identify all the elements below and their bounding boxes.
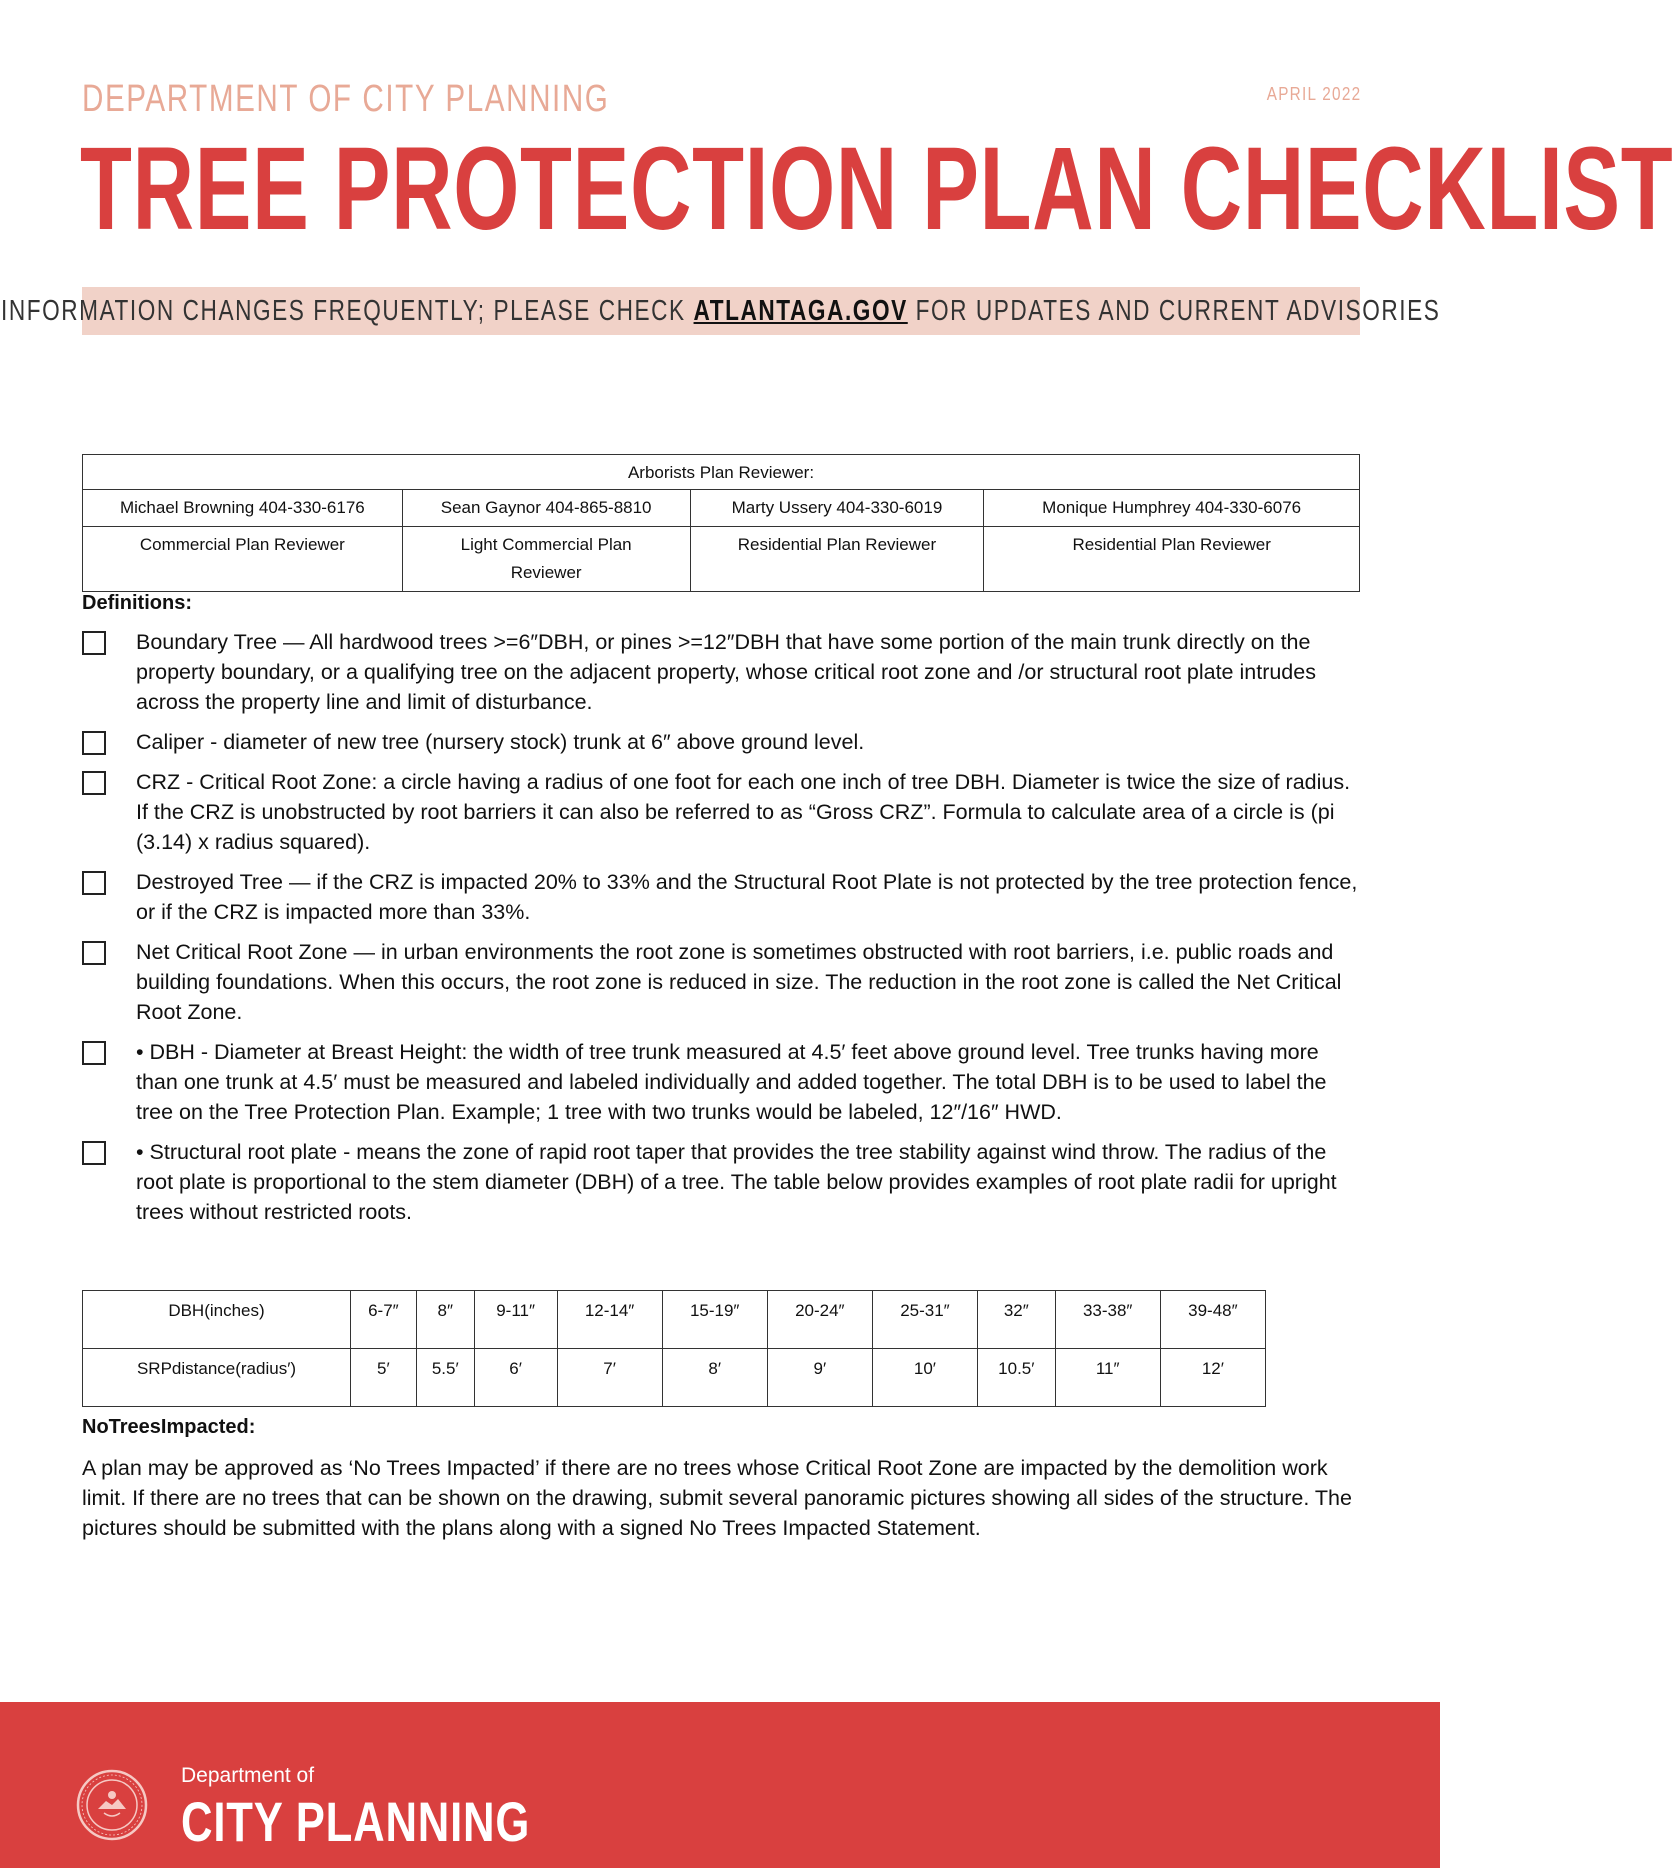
srp-cell: 5.5′: [416, 1349, 474, 1407]
advisory-banner: [1, 287, 1441, 335]
srp-cell: 6′: [474, 1349, 557, 1407]
checkbox[interactable]: [82, 941, 106, 965]
definition-item: [82, 767, 1362, 857]
definition-text: Destroyed Tree — if the CRZ is impacted 20% to 33% and the Structural Root Plate is not protected by the tree protection fence, or if the CRZ is impacted more than 33%.: [136, 870, 1358, 924]
dbh-cell: 39-48″: [1160, 1291, 1265, 1349]
definition-text: CRZ - Critical Root Zone: a circle having a radius of one foot for each one inch of tree DBH. Diameter is twice the size of radius. If the CRZ is unobstructed by root barriers it can also be referred to as “Gross CRZ”. Formula to calculate area of a circle is (pi (3.14) x radius squared).: [136, 770, 1351, 854]
reviewer-name: Sean Gaynor 404-865-8810: [402, 490, 690, 527]
atlantaga-link[interactable]: ATLANTAGA.GOV: [693, 294, 909, 327]
checkbox[interactable]: [82, 871, 106, 895]
dbh-cell: 32″: [978, 1291, 1056, 1349]
definitions-list: [82, 627, 1362, 1237]
reviewer-name: Monique Humphrey 404-330-6076: [984, 490, 1360, 527]
reviewer-role: Light Commercial Plan Reviewer: [402, 527, 690, 592]
footer: [0, 1702, 1440, 1868]
srp-cell: 7′: [557, 1349, 662, 1407]
page-title: TREE PROTECTION PLAN CHECKLIST: [80, 123, 1673, 255]
srp-cell: 10′: [872, 1349, 977, 1407]
reviewers-table: [82, 454, 1360, 592]
srp-cell: 11″: [1055, 1349, 1160, 1407]
checkbox[interactable]: [82, 771, 106, 795]
reviewer-role: Residential Plan Reviewer: [690, 527, 984, 592]
checkbox[interactable]: [82, 731, 106, 755]
definitions-heading: Definitions:: [82, 592, 192, 614]
definition-item: [82, 1037, 1362, 1127]
checkbox[interactable]: [82, 1141, 106, 1165]
dbh-cell: 25-31″: [872, 1291, 977, 1349]
banner-text-before: INFORMATION CHANGES FREQUENTLY; PLEASE CHECK: [1, 294, 694, 327]
dbh-cell: 33-38″: [1055, 1291, 1160, 1349]
definition-text: Boundary Tree — All hardwood trees >=6″DBH, or pines >=12″DBH that have some portion of the main trunk directly on the property boundary, or a qualifying tree on the adjacent property, whose critical root zone and /or structural root plate intrudes across the property line and limit of disturbance.: [136, 630, 1316, 714]
srp-cell: 12′: [1160, 1349, 1265, 1407]
definition-item: [82, 937, 1362, 1027]
definition-item: [82, 727, 1362, 757]
reviewer-role: Commercial Plan Reviewer: [83, 527, 403, 592]
definition-text: • Structural root plate - means the zone of rapid root taper that provides the tree stability against wind throw. The radius of the root plate is proportional to the stem diameter (DBH) of a tree. The table below provides examples of root plate radii for upright trees without restricted roots.: [136, 1140, 1337, 1224]
table-row-label: SRPdistance(radius′): [83, 1349, 351, 1407]
dbh-cell: 6-7″: [351, 1291, 417, 1349]
dbh-cell: 20-24″: [767, 1291, 872, 1349]
footer-department-of: Department of: [181, 1764, 315, 1787]
srp-cell: 5′: [351, 1349, 417, 1407]
footer-city-planning: CITY PLANNING: [181, 1790, 531, 1853]
checkbox[interactable]: [82, 1041, 106, 1065]
definition-item: [82, 867, 1362, 927]
definition-item: [82, 627, 1362, 717]
dbh-cell: 9-11″: [474, 1291, 557, 1349]
srp-cell: 10.5′: [978, 1349, 1056, 1407]
definition-text: Net Critical Root Zone — in urban environments the root zone is sometimes obstructed with root barriers, i.e. public roads and building foundations. When this occurs, the root zone is reduced in size. The reduction in the root zone is called the Net Critical Root Zone.: [136, 940, 1342, 1024]
dbh-cell: 12-14″: [557, 1291, 662, 1349]
dbh-cell: 8″: [416, 1291, 474, 1349]
definition-text: • DBH - Diameter at Breast Height: the width of tree trunk measured at 4.5′ feet above ground level. Tree trunks having more than one trunk at 4.5′ must be measured and labeled individually and added together. The total DBH is to be used to label the tree on the Tree Protection Plan. Example; 1 tree with two trunks would be labeled, 12″/16″ HWD.: [136, 1040, 1327, 1124]
definition-text: Caliper - diameter of new tree (nursery stock) trunk at 6″ above ground level.: [136, 730, 865, 754]
srp-cell: 8′: [662, 1349, 767, 1407]
table-row-label: DBH(inches): [83, 1291, 351, 1349]
publication-date: APRIL 2022: [1266, 84, 1361, 104]
structural-root-plate-table: [82, 1290, 1266, 1407]
reviewer-name: Marty Ussery 404-330-6019: [690, 490, 984, 527]
srp-cell: 9′: [767, 1349, 872, 1407]
no-trees-impacted-heading: NoTreesImpacted:: [82, 1416, 256, 1438]
reviewers-heading: Arborists Plan Reviewer:: [83, 455, 1360, 490]
checkbox[interactable]: [82, 631, 106, 655]
reviewer-name: Michael Browning 404-330-6176: [83, 490, 403, 527]
department-header: DEPARTMENT OF CITY PLANNING: [82, 78, 610, 120]
city-seal-icon: [76, 1769, 148, 1841]
definition-item: [82, 1137, 1362, 1227]
reviewer-role: Residential Plan Reviewer: [984, 527, 1360, 592]
banner-text-after: FOR UPDATES AND CURRENT ADVISORIES: [908, 294, 1441, 327]
no-trees-impacted-text: A plan may be approved as ‘No Trees Impacted’ if there are no trees whose Critical Root Zone are impacted by the demolition work limit. If there are no trees that can be shown on the drawing, submit several panoramic pictures showing all sides of the structure. The pictures should be submitted with the plans along with a signed No Trees Impacted Statement.: [82, 1456, 1352, 1540]
dbh-cell: 15-19″: [662, 1291, 767, 1349]
